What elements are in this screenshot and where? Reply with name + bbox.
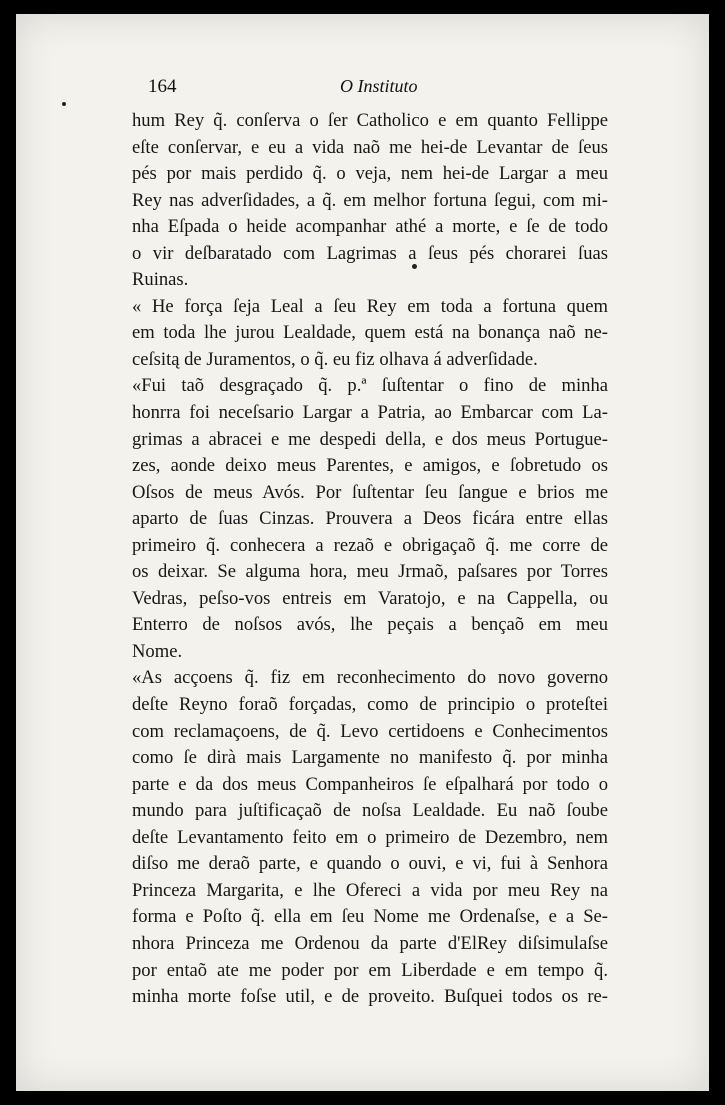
text-line: com reclamaçoens, de q̃. Levo certidoens e Conhecimentos xyxy=(132,720,608,742)
text-line: o vir deſbaratado com Lagrimas a ſeus pés chorarei ſuas xyxy=(132,242,608,264)
body-text xyxy=(132,108,608,1011)
text-line: Princeza Margarita, e lhe Ofereci a vida por meu Rey na xyxy=(132,879,608,901)
text-line: grimas a abracei e me despedi della, e dos meus Portugue- xyxy=(132,428,608,450)
page-header xyxy=(148,76,628,106)
text-line: pés por mais perdido q̃. o veja, nem hei-de Largar a meu xyxy=(132,163,608,185)
text-line: zes, aonde deixo meus Parentes, e amigos, e ſobretudo os xyxy=(132,455,608,477)
text-line: deſte Levantamento feito em o primeiro de Dezembro, nem xyxy=(132,826,608,848)
text-line: por entaõ ate me poder por em Liberdade e em tempo q̃. xyxy=(132,959,608,981)
text-line: minha morte foſse util, e de proveito. Buſquei todos os re- xyxy=(132,986,608,1008)
text-line: forma e Poſto q̃. ella em ſeu Nome me Ordenaſse, e a Se- xyxy=(132,906,608,928)
text-line: Nome. xyxy=(132,640,183,662)
text-line: Enterro de noſsos avós, lhe peçais a bençaõ em meu xyxy=(132,614,608,636)
text-line: em toda lhe jurou Lealdade, quem está na bonança naõ ne- xyxy=(132,322,608,344)
page-number: 164 xyxy=(148,76,177,97)
text-line: Rey nas adverſidades, a q̃. em melhor fortuna ſegui, com mi- xyxy=(132,189,608,211)
text-line: deſte Reyno foraõ forçadas, como de principio o proteſtei xyxy=(132,694,608,716)
text-line: os deixar. Se alguma hora, meu Jrmaõ, paſsares por Torres xyxy=(132,561,608,583)
text-line: parte e da dos meus Companheiros ſe eſpalhará por todo o xyxy=(132,773,608,795)
paragraph xyxy=(132,665,608,1010)
text-line: « He força ſeja Leal a ſeu Rey em toda a fortuna quem xyxy=(132,295,608,317)
text-line: nha Eſpada o heide acompanhar athé a morte, e ſe de todo xyxy=(132,216,608,238)
text-line: ceſsitą de Juramentos, o q̃. eu fiz olhava á adverſidade. xyxy=(132,348,538,370)
text-line: nhora Princeza me Ordenou da parte d'ElRey diſsimulaſse xyxy=(132,932,608,954)
text-line: como ſe dirà mais Largamente no manifesto q̃. por minha xyxy=(132,747,608,769)
paragraph xyxy=(132,373,608,665)
ink-speck xyxy=(62,102,66,106)
text-line: Oſsos de meus Avós. Por ſuſtentar ſeu ſangue e brios me xyxy=(132,481,608,503)
text-line: hum Rey q̃. conſerva o ſer Catholico e em quanto Fellippe xyxy=(132,110,608,131)
paragraph xyxy=(132,294,608,374)
text-line: diſso me deraõ parte, e quando o ouvi, e vi, fui à Senhora xyxy=(132,853,608,875)
text-line: eſte conſervar, e eu a vida naõ me hei-de Levantar de ſeus xyxy=(132,136,608,158)
text-line: primeiro q̃. conhecera a rezaõ e obrigaçaõ q̃. me corre de xyxy=(132,534,608,556)
text-line: honrra foi neceſsario Largar a Patria, ao Embarcar com La- xyxy=(132,402,608,424)
text-line: Vedras, peſso-vos entreis em Varatojo, e na Cappella, ou xyxy=(132,587,608,609)
text-line: Ruinas. xyxy=(132,269,189,291)
text-line: «Fui taõ desgraçado q̃. p.ª ſuſtentar o fino de minha xyxy=(132,375,608,397)
text-line: aparto de ſuas Cinzas. Prouvera a Deos ficára entre ellas xyxy=(132,508,608,530)
text-line: mundo para juſtificaçaõ de noſsa Lealdade. Eu naõ ſoube xyxy=(132,800,608,822)
paragraph xyxy=(132,108,608,294)
running-title: O Instituto xyxy=(340,76,418,96)
text-line: «As acçoens q̃. fiz em reconhecimento do novo governo xyxy=(132,667,608,689)
